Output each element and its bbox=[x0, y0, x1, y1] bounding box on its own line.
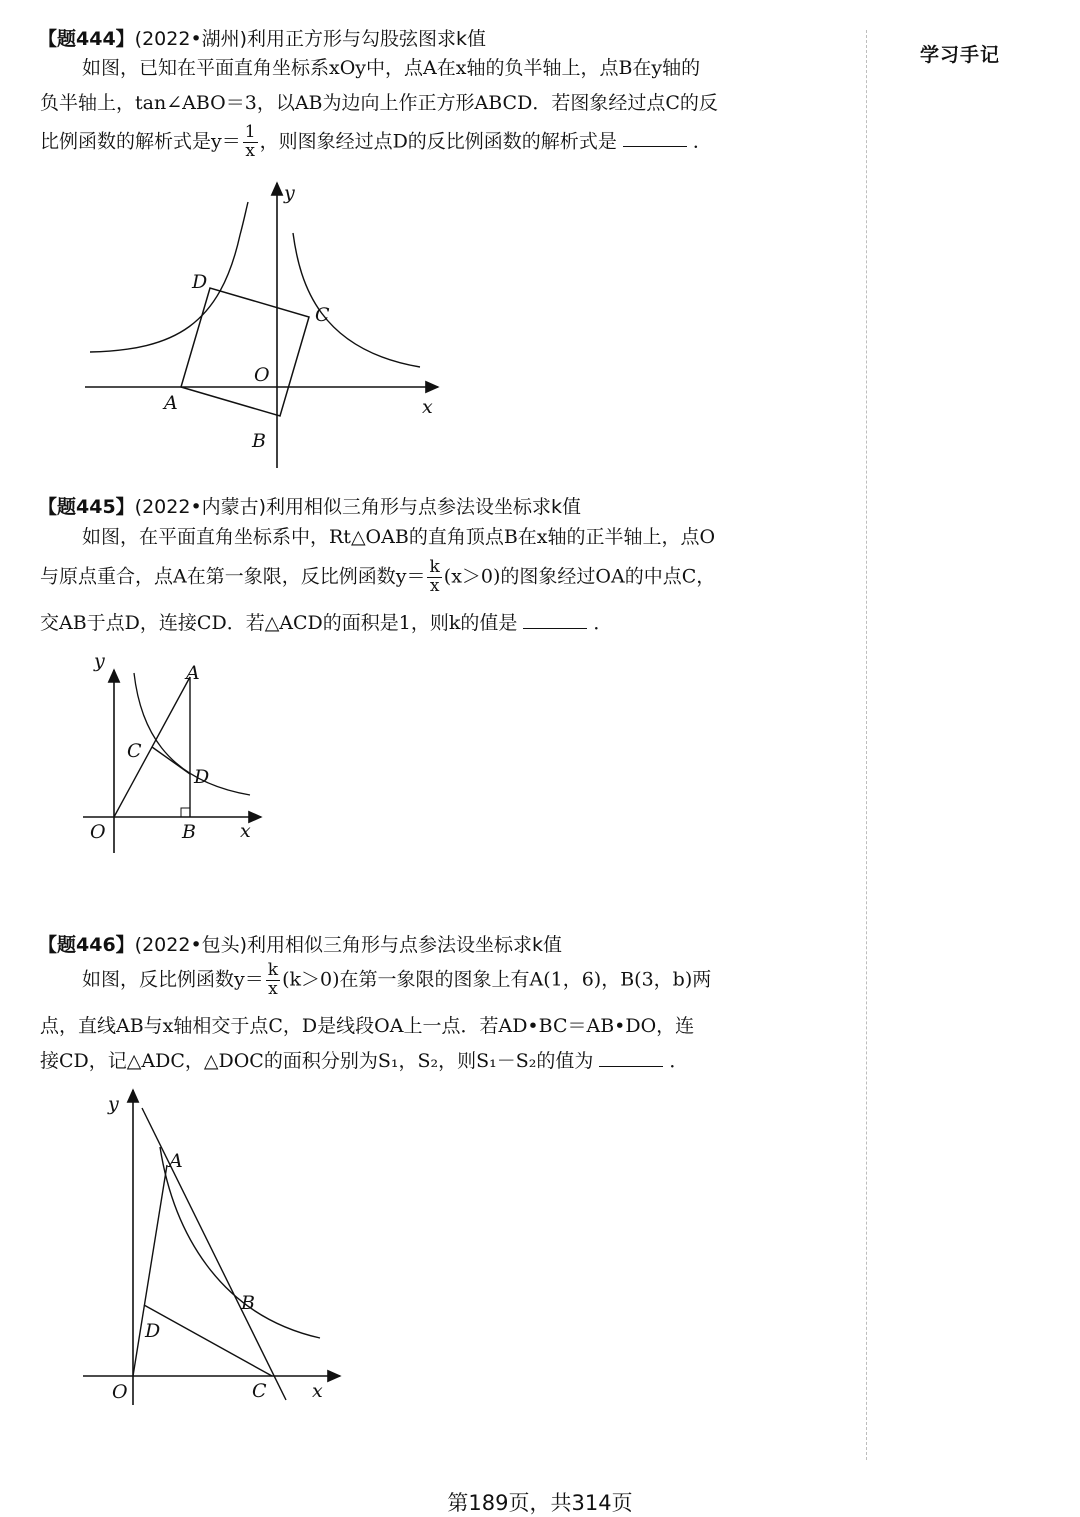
problem-source: (2022•湖州)利用正方形与勾股弦图求k值 bbox=[134, 28, 487, 50]
problem-445-line-1: 如图，在平面直角坐标系中，Rt△OAB的直角顶点B在x轴的正半轴上，点O bbox=[82, 526, 716, 548]
label-o: O bbox=[112, 1381, 128, 1403]
label-o: O bbox=[90, 821, 106, 843]
label-b: B bbox=[252, 430, 266, 452]
text-segment: (k＞0)在第一象限的图象上有A(1，6)，B(3，b)两 bbox=[282, 968, 712, 991]
segment-cd bbox=[152, 747, 190, 774]
hyperbola-branch-d bbox=[90, 202, 248, 352]
text-segment: 如图，反比例函数y＝ bbox=[82, 968, 264, 991]
text-segment: ． bbox=[692, 130, 712, 153]
label-b: B bbox=[182, 821, 196, 843]
text-segment: 接CD，记△ADC，△DOC的面积分别为S₁，S₂，则S₁－S₂的值为 bbox=[40, 1050, 594, 1072]
label-d: D bbox=[192, 271, 208, 293]
label-a: A bbox=[164, 392, 178, 414]
problem-445-title bbox=[38, 492, 581, 519]
problem-445-line-3 bbox=[40, 614, 612, 633]
label-x: x bbox=[240, 820, 251, 842]
answer-blank[interactable] bbox=[623, 146, 687, 147]
problem-444-line-1: 如图，已知在平面直角坐标系xOy中，点A在x轴的负半轴上，点B在y轴的 bbox=[82, 57, 701, 79]
page-footer: 第189页，共314页 bbox=[447, 1491, 633, 1515]
problem-446-line-2: 点，直线AB与x轴相交于点C，D是线段OA上一点．若AD•BC＝AB•DO，连 bbox=[40, 1015, 695, 1037]
segment-cd bbox=[144, 1305, 272, 1376]
problem-446-figure bbox=[78, 1085, 348, 1415]
label-a: A bbox=[169, 1150, 183, 1172]
label-c: C bbox=[315, 304, 330, 326]
fraction bbox=[427, 559, 441, 596]
label-o: O bbox=[254, 364, 270, 386]
hyperbola-branch-c bbox=[293, 233, 420, 367]
problem-445-figure bbox=[78, 645, 268, 860]
label-a: A bbox=[186, 662, 200, 684]
fraction-numerator: k bbox=[429, 557, 440, 577]
text-segment: ，则图象经过点D的反比例函数的解析式是 bbox=[259, 130, 617, 153]
fraction-numerator: 1 bbox=[244, 122, 256, 142]
problem-444-line-3 bbox=[40, 124, 712, 161]
answer-blank[interactable] bbox=[599, 1066, 663, 1067]
label-b: B bbox=[241, 1292, 255, 1314]
line-ab bbox=[142, 1108, 286, 1400]
problem-446-line-1 bbox=[82, 962, 711, 999]
text-segment: ． bbox=[669, 1050, 689, 1072]
problem-444-line-2: 负半轴上，tan∠ABO＝3，以AB为边向上作正方形ABCD．若图象经过点C的反 bbox=[40, 92, 718, 114]
text-segment: ． bbox=[593, 612, 613, 634]
notes-sidebar-label: 学习手记 bbox=[920, 44, 1001, 66]
label-x: x bbox=[422, 396, 433, 418]
fraction-denominator: x bbox=[268, 978, 278, 999]
problem-source: (2022•内蒙古)利用相似三角形与点参法设坐标求k值 bbox=[134, 496, 582, 518]
problem-id: 【题446】 bbox=[38, 934, 135, 956]
problem-id: 【题445】 bbox=[38, 496, 135, 518]
fraction bbox=[266, 962, 280, 999]
problem-446-line-3 bbox=[40, 1052, 688, 1071]
label-d: D bbox=[145, 1320, 161, 1342]
problem-446-title bbox=[38, 930, 562, 957]
fraction-denominator: x bbox=[429, 575, 440, 596]
fraction-denominator: x bbox=[245, 140, 255, 161]
square-abcd bbox=[181, 288, 309, 416]
hyperbola bbox=[134, 673, 250, 795]
problem-445-line-2 bbox=[40, 559, 715, 596]
label-c: C bbox=[252, 1380, 267, 1402]
problem-id: 【题444】 bbox=[38, 28, 135, 50]
label-c: C bbox=[127, 740, 142, 762]
problem-444-figure bbox=[80, 175, 450, 475]
label-d: D bbox=[194, 766, 210, 788]
hyperbola bbox=[160, 1147, 320, 1338]
answer-blank[interactable] bbox=[523, 628, 587, 629]
label-y: y bbox=[284, 182, 295, 204]
text-segment: 交AB于点D，连接CD．若△ACD的面积是1，则k的值是 bbox=[40, 612, 518, 634]
text-segment: (x＞0)的图象经过OA的中点C， bbox=[443, 565, 716, 588]
label-x: x bbox=[312, 1380, 323, 1402]
problem-444-title bbox=[38, 24, 486, 51]
label-y: y bbox=[108, 1093, 119, 1115]
fraction bbox=[243, 124, 258, 161]
segment-oa bbox=[133, 1165, 167, 1376]
problem-source: (2022•包头)利用相似三角形与点参法设坐标求k值 bbox=[134, 934, 563, 956]
fraction-numerator: k bbox=[267, 960, 279, 980]
right-angle-mark bbox=[181, 808, 190, 817]
text-segment: 与原点重合，点A在第一象限，反比例函数y＝ bbox=[40, 565, 426, 588]
text-segment: 比例函数的解析式是y＝ bbox=[40, 130, 241, 153]
notes-divider bbox=[866, 30, 867, 1460]
label-y: y bbox=[94, 650, 105, 672]
